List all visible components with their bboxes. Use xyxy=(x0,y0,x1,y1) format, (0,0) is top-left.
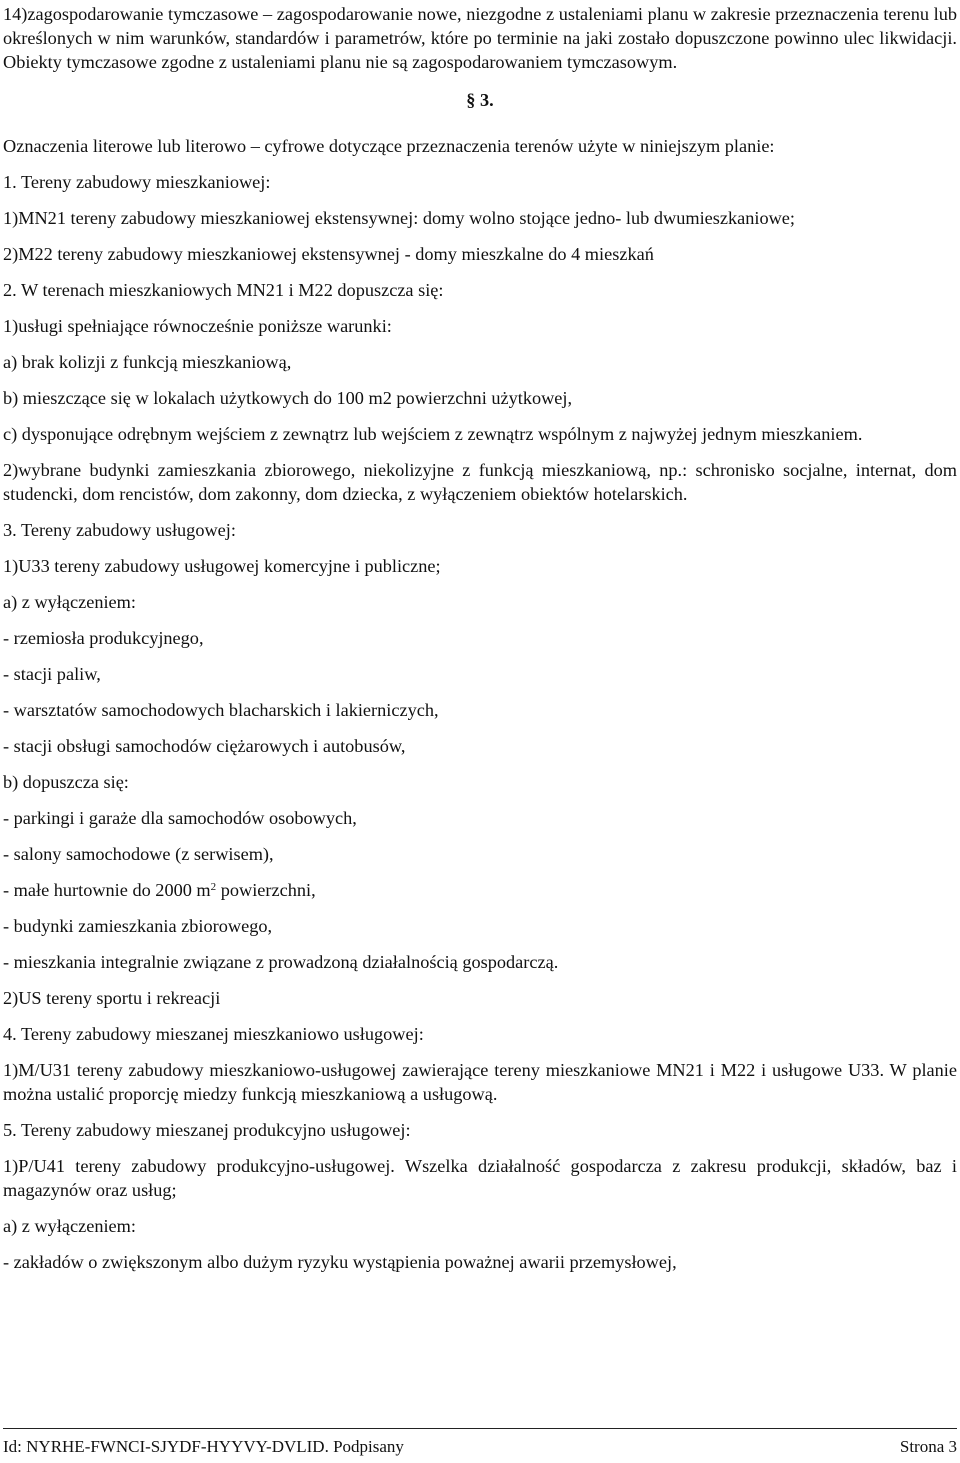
item-u33-exclusions: a) z wyłączeniem: xyxy=(3,592,136,612)
wholesale-text: - małe hurtownie do 2000 m xyxy=(3,880,211,900)
list-item: - zakładów o zwiększonym albo dużym ryzyku wystąpienia poważnej awarii przemysłowej, xyxy=(3,1252,677,1272)
paragraph-definition-14: 14)zagospodarowanie tymczasowe – zagospodarowanie nowe, niezgodne z ustaleniami planu w zakresie przeznaczenia terenu lub określonych w nim warunków, standardów i parametrów, które po terminie na jaki zostało dopuszczone powinno ulec likwidacji. Obiekty tymczasowe zgodne z ustaleniami planu nie są zagospodarowaniem tymczasowym. xyxy=(3,4,957,72)
heading-residential: 1. Tereny zabudowy mieszkaniowej: xyxy=(3,172,271,192)
item-mu31: 1)M/U31 tereny zabudowy mieszkaniowo-usługowej zawierające tereny mieszkaniowe MN21 i M22 i usługowe U33. W planie można ustalić proporcję miedzy funkcją mieszkaniową a usługową. xyxy=(3,1060,957,1104)
document-page xyxy=(3,0,957,1463)
item-us: 2)US tereny sportu i rekreacji xyxy=(3,988,221,1008)
list-item: - mieszkania integralnie związane z prowadzoną działalnością gospodarczą. xyxy=(3,952,559,972)
list-item: - salony samochodowe (z serwisem), xyxy=(3,844,274,864)
list-item: - warsztatów samochodowych blacharskich i lakierniczych, xyxy=(3,700,439,720)
superscript-2: 2 xyxy=(210,881,217,893)
heading-residential-allowed: 2. W terenach mieszkaniowych MN21 i M22 dopuszcza się: xyxy=(3,280,444,300)
item-mn21: 1)MN21 tereny zabudowy mieszkaniowej ekstensywnej: domy wolno stojące jedno- lub dwumieszkaniowe; xyxy=(3,208,796,228)
item-services-a: a) brak kolizji z funkcją mieszkaniową, xyxy=(3,352,292,372)
heading-mixed-residential: 4. Tereny zabudowy mieszanej mieszkaniowo usługowej: xyxy=(3,1024,424,1044)
item-collective-housing: 2)wybrane budynki zamieszkania zbiorowego, niekolizyjne z funkcją mieszkaniową, np.: schronisko socjalne, internat, dom studencki, dom rencistów, dom zakonny, dom dziecka, z wyłączeniem obiektów hotelarskich. xyxy=(3,460,957,504)
heading-services: 3. Tereny zabudowy usługowej: xyxy=(3,520,236,540)
page-footer xyxy=(3,1428,957,1457)
wholesale-text-end: powierzchni, xyxy=(216,880,316,900)
document-id: Id: NYRHE-FWNCI-SJYDF-HYYVY-DVLID. Podpisany xyxy=(3,1437,404,1456)
heading-mixed-production: 5. Tereny zabudowy mieszanej produkcyjno usługowej: xyxy=(3,1120,411,1140)
paragraph-intro: Oznaczenia literowe lub literowo – cyfrowe dotyczące przeznaczenia terenów użyte w niniejszym planie: xyxy=(3,136,775,156)
item-pu41: 1)P/U41 tereny zabudowy produkcyjno-usługowej. Wszelka działalność gospodarcza z zakresu produkcji, składów, baz i magazynów oraz usług; xyxy=(3,1156,957,1200)
item-services-b: b) mieszczące się w lokalach użytkowych do 100 m2 powierzchni użytkowej, xyxy=(3,388,573,408)
item-pu41-exclusions: a) z wyłączeniem: xyxy=(3,1216,136,1236)
item-m22: 2)M22 tereny zabudowy mieszkaniowej ekstensywnej - domy mieszkalne do 4 mieszkań xyxy=(3,244,654,264)
page-number: Strona 3 xyxy=(899,1437,957,1456)
item-services-c: c) dysponujące odrębnym wejściem z zewnątrz lub wejściem z zewnątrz wspólnym z najwyżej jednym mieszkaniem. xyxy=(3,424,863,444)
list-item: - budynki zamieszkania zbiorowego, xyxy=(3,916,273,936)
list-item: - rzemiosła produkcyjnego, xyxy=(3,628,204,648)
list-item: - stacji obsługi samochodów ciężarowych i autobusów, xyxy=(3,736,406,756)
item-u33-allowed: b) dopuszcza się: xyxy=(3,772,129,792)
document-body xyxy=(3,2,957,1286)
list-item: - parkingi i garaże dla samochodów osobowych, xyxy=(3,808,357,828)
item-u33: 1)U33 tereny zabudowy usługowej komercyjne i publiczne; xyxy=(3,556,441,576)
item-services: 1)usługi spełniające równocześnie poniższe warunki: xyxy=(3,316,392,336)
section-heading: § 3. xyxy=(466,90,494,110)
list-item-wholesale xyxy=(3,878,957,902)
list-item: - stacji paliw, xyxy=(3,664,101,684)
